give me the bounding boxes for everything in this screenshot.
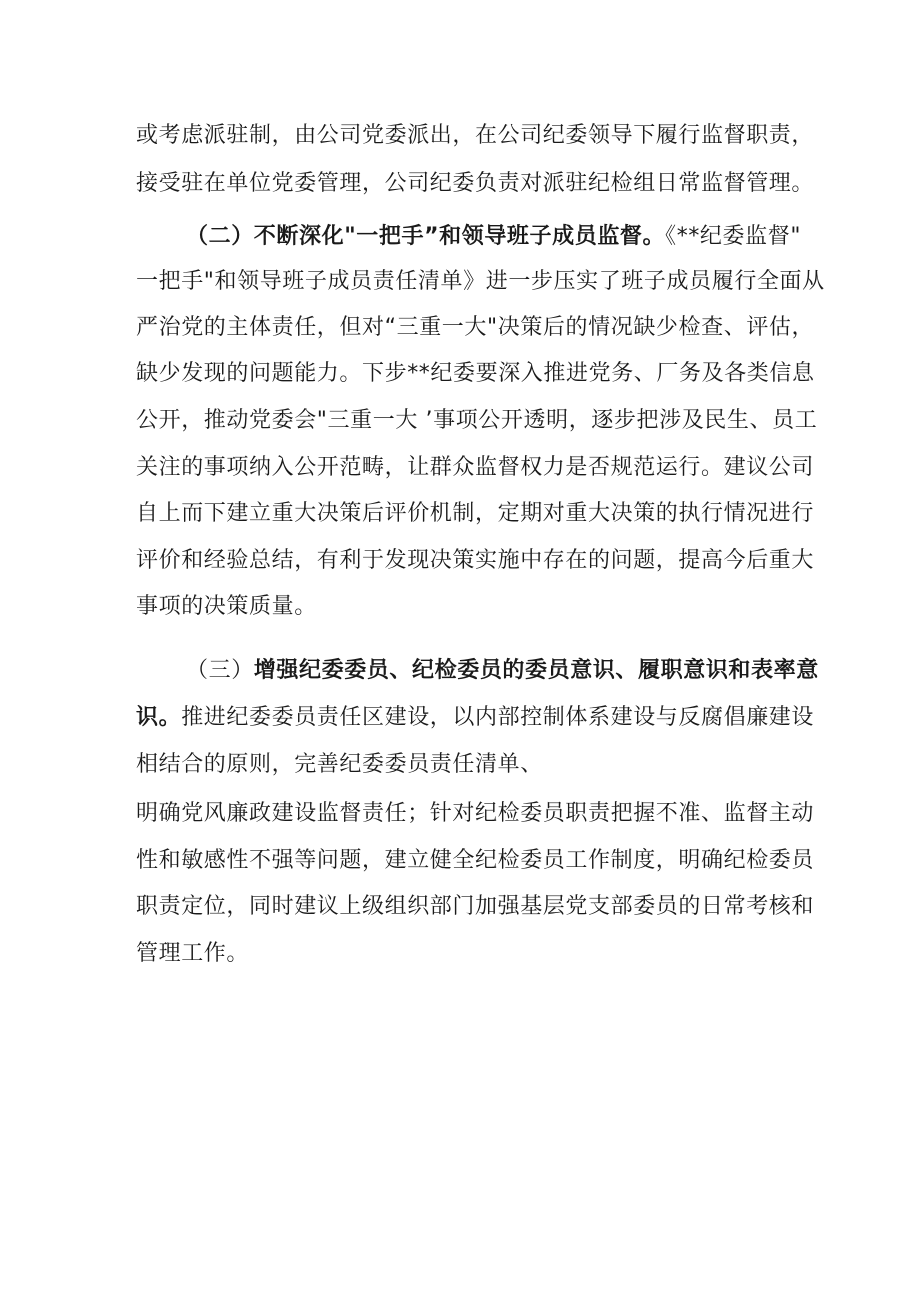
paragraph-2-line-6: 关注的事项纳入公开范畴，让群众监督权力是否规范运行。建议公司	[136, 455, 815, 480]
section-3-number: （三）	[186, 658, 254, 683]
section-3-heading: 增强纪委委员、纪检委员的委员意识、履职意识和表率意	[253, 658, 819, 683]
paragraph-1-line-1: 或考虑派驻制，由公司党委派出，在公司纪委领导下履行监督职责，	[136, 123, 815, 148]
paragraph-3-line-2	[136, 703, 814, 733]
paragraph-1-line-2: 接受驻在单位党委管理，公司纪委负责对派驻纪检组日常监督管理。	[136, 171, 815, 196]
paragraph-2-line-7: 自上而下建立重大决策后评价机制，定期对重大决策的执行情况进行	[136, 501, 815, 526]
paragraph-3-line-4: 明确党风廉政建设监督责任；针对纪检委员职责把握不准、监督主动	[136, 801, 815, 826]
section-3-heading-continuation: 识。	[136, 705, 182, 730]
paragraph-2-line-9: 事项的决策质量。	[136, 594, 317, 619]
paragraph-3-line-1	[186, 656, 819, 686]
section-2-heading: （二）不断深化"一把手”和领导班子成员监督。	[186, 224, 666, 249]
paragraph-2-line-8: 评价和经验总结，有利于发现决策实施中存在的问题，提高今后重大	[136, 548, 815, 573]
paragraph-2-line-5: 公开，推动党委会"三重一大 ’事项公开透明，逐步把涉及民生、员工	[136, 408, 818, 433]
paragraph-3-line-6: 职责定位，同时建议上级组织部门加强基层党支部委员的日常考核和	[136, 894, 815, 919]
paragraph-2-line-3: 严治党的主体责任，但对“三重一大"决策后的情况缺少检查、评估，	[136, 315, 815, 340]
paragraph-2-line-4: 缺少发现的问题能力。下步**纪委要深入推进党务、厂务及各类信息	[136, 361, 815, 386]
paragraph-2-line-1-text: 《**纪委监督"	[665, 224, 802, 249]
paragraph-3-line-7: 管理工作。	[136, 941, 250, 966]
paragraph-3-line-3: 相结合的原则，完善纪委委员责任清单、	[136, 752, 543, 777]
paragraph-3-line-5: 性和敏感性不强等问题，建立健全纪检委员工作制度，明确纪检委员	[136, 848, 815, 873]
paragraph-2-line-2: 一把手"和领导班子成员责任清单》进一步压实了班子成员履行全面从	[136, 269, 825, 294]
paragraph-3-line-2-text: 推进纪委委员责任区建设，以内部控制体系建设与反腐倡廉建设	[181, 705, 815, 730]
paragraph-2-line-1	[186, 222, 801, 252]
